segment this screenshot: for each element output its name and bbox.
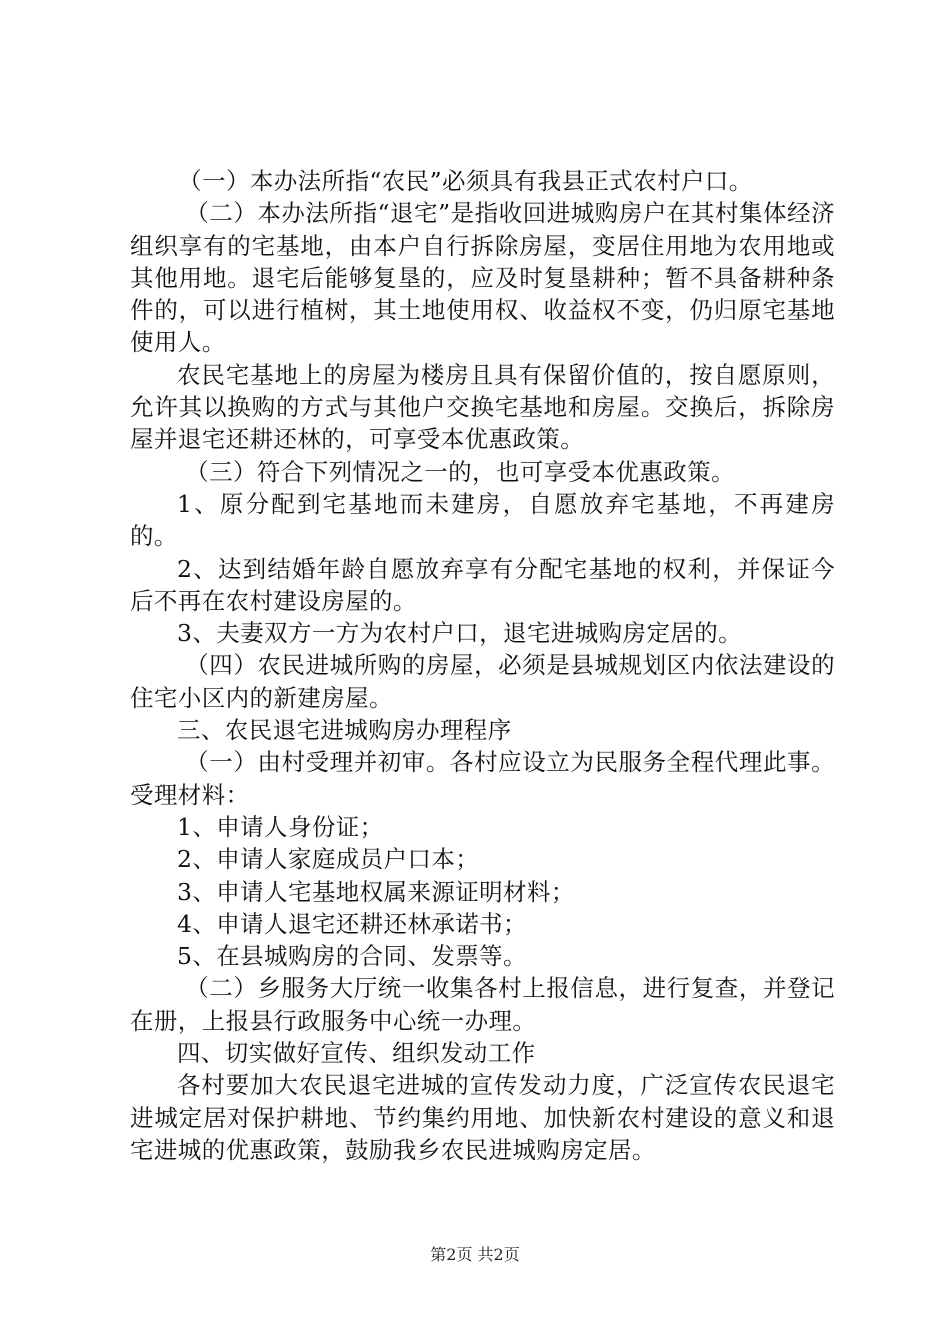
paragraph-definition-farmer: （一）本办法所指“农民”必须具有我县正式农村户口。 — [178, 167, 753, 195]
list-item-material-5: 5、在县城购房的合同、发票等。 — [177, 942, 527, 971]
paragraph-house-exchange: 农民宅基地上的房屋为楼房且具有保留价值的，按自愿原则，允许其以换购的方式与其他户交换宅基地和房屋。交换后，拆除房屋并退宅还耕还林的，可享受本优惠政策。 — [130, 360, 835, 454]
list-item-material-1: 1、申请人身份证； — [177, 812, 384, 841]
paragraph-definition-retreat: （二）本办法所指“退宅”是指收回进城购房户在其村集体经济组织享有的宅基地，由本户自行拆除房屋，变居住用地为农用地或其他用地。退宅后能够复垦的，应及时复垦耕种；暂不具备耕种条件的，可以进行植树，其土地使用权、收益权不变，仍归原宅基地使用人。 — [130, 199, 835, 357]
paragraph-publicity: 各村要加大农民退宅进城的宣传发动力度，广泛宣传农民退宅进城定居对保护耕地、节约集约用地、加快新农村建设的意义和退宅进城的优惠政策，鼓励我乡农民进城购房定居。 — [130, 1071, 835, 1164]
list-item-material-3: 3、申请人宅基地权属来源证明材料； — [177, 877, 575, 906]
paragraph-house-requirement: （四）农民进城所购的房屋，必须是县城规划区内依法建设的住宅小区内的新建房屋。 — [130, 651, 835, 712]
list-item-condition-1: 1、原分配到宅基地而未建房，自愿放弃宅基地，不再建房的。 — [130, 489, 835, 551]
section-heading-publicity: 四、切实做好宣传、组织发动工作 — [177, 1039, 536, 1068]
page-number-footer: 第2页 共2页 — [430, 1245, 520, 1264]
section-heading-procedure: 三、农民退宅进城购房办理程序 — [177, 716, 512, 745]
paragraph-conditions-heading: （三）符合下列情况之一的，也可享受本优惠政策。 — [185, 457, 735, 486]
list-item-condition-3: 3、夫妻双方一方为农村户口，退宅进城购房定居的。 — [177, 619, 743, 648]
paragraph-village-acceptance: （一）由村受理并初审。各村应设立为民服务全程代理此事。受理材料： — [130, 748, 835, 809]
document-body — [130, 165, 835, 1166]
list-item-condition-2: 2、达到结婚年龄自愿放弃享有分配宅基地的权利，并保证今后不再在农村建设房屋的。 — [130, 554, 835, 615]
list-item-material-2: 2、申请人家庭成员户口本； — [177, 845, 480, 874]
paragraph-township-review: （二）乡服务大厅统一收集各村上报信息，进行复查，并登记在册，上报县行政服务中心统一办理。 — [130, 974, 835, 1035]
list-item-material-4: 4、申请人退宅还耕还林承诺书； — [177, 909, 527, 938]
